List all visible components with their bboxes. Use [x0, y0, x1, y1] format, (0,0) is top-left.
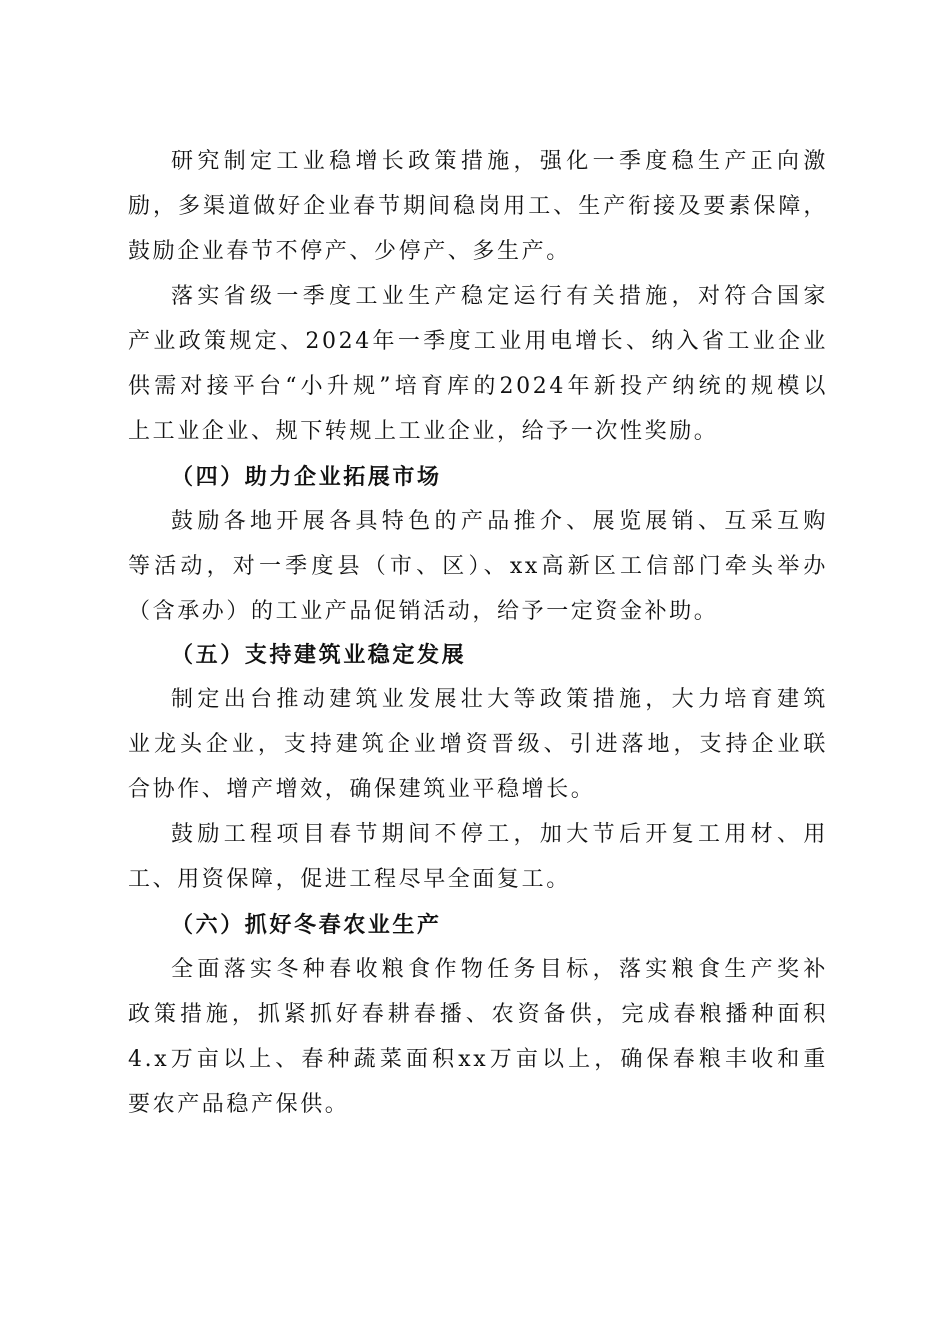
paragraph-3-line-1: 鼓励各地开展各具特色的产品推介、展览展销、互采互购: [171, 509, 828, 534]
paragraph-3-line-2: 等活动，对一季度县（市、区）、xx高新区工信部门牵头举办: [128, 554, 828, 579]
section-heading-5: （五）支持建筑业稳定发展: [171, 642, 467, 668]
section-heading-6: （六）抓好冬春农业生产: [171, 912, 442, 938]
paragraph-6-line-2: 政策措施，抓紧抓好春耕春播、农资备供，完成春粮播种面积: [128, 1002, 828, 1027]
paragraph-6-line-4: 要农产品稳产保供。: [128, 1092, 350, 1117]
paragraph-4-line-1: 制定出台推动建筑业发展壮大等政策措施，大力培育建筑: [171, 687, 828, 712]
paragraph-3-line-3: （含承办）的工业产品促销活动，给予一定资金补助。: [128, 599, 719, 624]
paragraph-2-line-3: 供需对接平台“小升规”培育库的2024年新投产纳统的规模以: [128, 374, 828, 399]
paragraph-2-line-4: 上工业企业、规下转规上工业企业，给予一次性奖励。: [128, 419, 719, 444]
paragraph-2-line-1: 落实省级一季度工业生产稳定运行有关措施，对符合国家: [171, 284, 828, 309]
paragraph-1-line-3: 鼓励企业春节不停产、少停产、多生产。: [128, 239, 571, 264]
paragraph-2-line-2: 产业政策规定、2024年一季度工业用电增长、纳入省工业企业: [128, 329, 828, 354]
section-heading-4: （四）助力企业拓展市场: [171, 464, 442, 490]
paragraph-6-line-3: 4.x万亩以上、春种蔬菜面积xx万亩以上，确保春粮丰收和重: [128, 1047, 828, 1072]
paragraph-6-line-1: 全面落实冬种春收粮食作物任务目标，落实粮食生产奖补: [171, 957, 828, 982]
paragraph-5-line-2: 工、用资保障，促进工程尽早全面复工。: [128, 867, 571, 892]
paragraph-4-line-2: 业龙头企业，支持建筑企业增资晋级、引进落地，支持企业联: [128, 732, 828, 757]
paragraph-4-line-3: 合协作、增产增效，确保建筑业平稳增长。: [128, 777, 596, 802]
paragraph-5-line-1: 鼓励工程项目春节期间不停工，加大节后开复工用材、用: [171, 822, 828, 847]
paragraph-1-line-2: 励，多渠道做好企业春节期间稳岗用工、生产衔接及要素保障，: [128, 194, 828, 219]
paragraph-1-line-1: 研究制定工业稳增长政策措施，强化一季度稳生产正向激: [171, 149, 828, 174]
